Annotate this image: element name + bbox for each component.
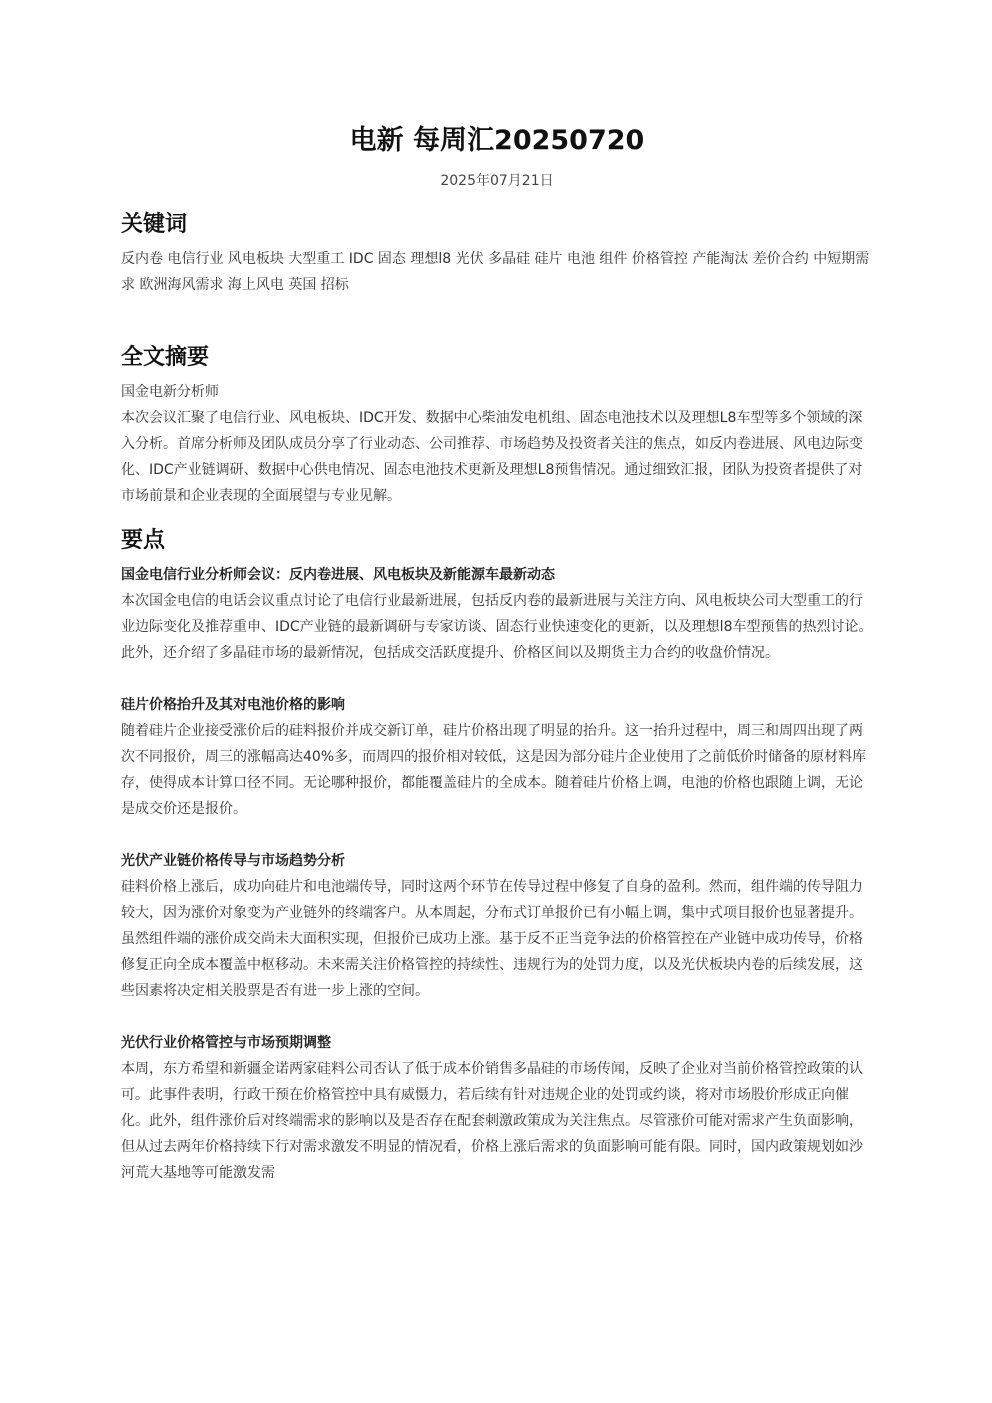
keywords-heading: 关键词 [121, 212, 188, 237]
key-point [121, 692, 873, 822]
key-point-title: 国金电信行业分析师会议：反内卷进展、风电板块及新能源车最新动态 [121, 567, 555, 583]
summary-text: 本次会议汇聚了电信行业、风电板块、IDC开发、数据中心柴油发电机组、固态电池技术以及理想L8车型等多个领域的深入分析。首席分析师及团队成员分享了行业动态、公司推荐、市场趋势及投资者关注的焦点，如反内卷进展、风电边际变化、IDC产业链调研、数据中心供电情况、固态电池技术更新及理想L8预售情况。通过细致汇报，团队为投资者提供了对市场前景和企业表现的全面展望与专业见解。 [121, 410, 863, 504]
key-point-title: 光伏行业价格管控与市场预期调整 [121, 1035, 331, 1051]
key-point-text: 本次国金电信的电话会议重点讨论了电信行业最新进展，包括反内卷的最新进展与关注方向、风电板块公司大型重工的行业边际变化及推荐重申、IDC产业链的最新调研与专家访谈、固态行业快速变化的更新，以及理想l8车型预售的热烈讨论。此外，还介绍了多晶硅市场的最新情况，包括成交活跃度提升、价格区间以及期货主力合约的收盘价情况。 [121, 593, 873, 661]
key-point-title: 光伏产业链价格传导与市场趋势分析 [121, 853, 345, 869]
key-point-text: 随着硅片企业接受涨价后的硅料报价并成交新订单，硅片价格出现了明显的抬升。这一抬升过程中，周三和周四出现了两次不同报价，周三的涨幅高达40%多，而周四的报价相对较低，这是因为部分硅片企业使用了之前低价时储备的原材料库存，使得成本计算口径不同。无论哪种报价，都能覆盖硅片的全成本。随着硅片价格上调，电池的价格也跟随上调，无论是成交价还是报价。 [121, 723, 867, 817]
document-date: 2025年07月21日 [440, 173, 554, 189]
key-point-title: 硅片价格抬升及其对电池价格的影响 [121, 697, 345, 713]
summary-analyst: 国金电新分析师 [121, 384, 219, 400]
key-point [121, 848, 873, 1004]
key-points-list [121, 562, 873, 1186]
key-point-text: 硅料价格上涨后，成功向硅片和电池端传导，同时这两个环节在传导过程中修复了自身的盈利。然而，组件端的传导阻力较大，因为涨价对象变为产业链外的终端客户。从本周起，分布式订单报价已有小幅上调，集中式项目报价也显著提升。虽然组件端的涨价成交尚未大面积实现，但报价已成功上涨。基于反不正当竞争法的价格管控在产业链中成功传导，价格修复正向全成本覆盖中枢移动。未来需关注价格管控的持续性、违规行为的处罚力度，以及光伏板块内卷的后续发展，这些因素将决定相关股票是否有进一步上涨的空间。 [121, 879, 863, 999]
summary-heading: 全文摘要 [121, 345, 210, 370]
key-point-text: 本周，东方希望和新疆金诺两家硅料公司否认了低于成本价销售多晶硅的市场传闻，反映了企业对当前价格管控政策的认可。此事件表明，行政干预在价格管控中具有威慑力，若后续有针对违规企业的处罚或约谈，将对市场股价形成正向催化。此外，组件涨价后对终端需求的影响以及是否存在配套刺激政策成为关注焦点。尽管涨价可能对需求产生负面影响，但从过去两年价格持续下行对需求激发不明显的情况看，价格上涨后需求的负面影响可能有限。同时，国内政策规划如沙河荒大基地等可能激发需 [121, 1061, 863, 1181]
document-title: 电新 每周汇20250720 [349, 125, 645, 156]
keywords-text: 反内卷 电信行业 风电板块 大型重工 IDC 固态 理想l8 光伏 多晶硅 硅片 电池 组件 价格管控 产能淘汰 差价合约 中短期需求 欧洲海风需求 海上风电 英国 招标 [121, 251, 870, 293]
key-points-heading: 要点 [121, 528, 166, 553]
key-point [121, 1030, 873, 1186]
key-point [121, 562, 873, 666]
document-page [121, 118, 873, 1186]
